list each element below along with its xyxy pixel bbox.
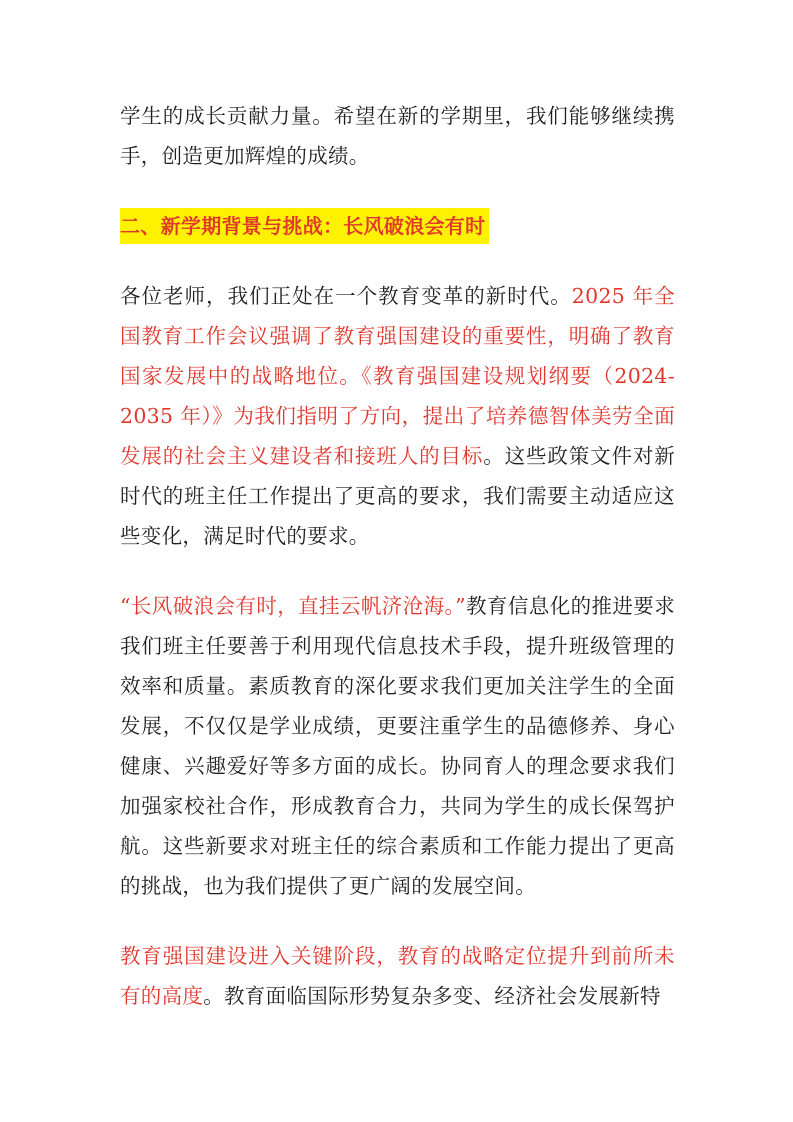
paragraph-background (120, 276, 675, 556)
paragraph-strategy (120, 936, 675, 1016)
emphasis-text: 2025 年全国教育工作会议强调了教育强国建设的重要性，明确了教育国家发展中的战略地位。《教育强国建设规划纲要（2024-2035 年）》为我们指明了方向，提出了培养德智体美劳全面发展的社会主义建设者和接班人的目标 (120, 284, 675, 468)
document-body (120, 96, 675, 1016)
paragraph-text: 各位老师，我们正处在一个教育变革的新时代。 (120, 284, 572, 308)
quote-text: “长风破浪会有时，直挂云帆济沧海。” (120, 594, 466, 618)
emphasis-text: 教育强国建设进入关键阶段，教育的战略定位提升到前所未有的高度 (120, 944, 675, 1008)
section-heading: 二、新学期背景与挑战：长风破浪会有时 (120, 208, 489, 244)
paragraph-challenges (120, 586, 675, 906)
paragraph-spacer (120, 556, 675, 586)
paragraph-text: 。教育面临国际形势复杂多变、经济社会发展新特 (203, 984, 661, 1008)
paragraph-closing (120, 96, 675, 176)
paragraph-text: 学生的成长贡献力量。希望在新的学期里，我们能够继续携手，创造更加辉煌的成绩。 (120, 104, 675, 168)
section-heading-wrapper (120, 206, 675, 246)
paragraph-spacer (120, 906, 675, 936)
paragraph-text: 。这些政策文件对新时代的班主任工作提出了更高的要求，我们需要主动适应这些变化，满足时代的要求。 (120, 444, 675, 548)
paragraph-text: 教育信息化的推进要求我们班主任要善于利用现代信息技术手段，提升班级管理的效率和质量。素质教育的深化要求我们更加关注学生的全面发展，不仅仅是学业成绩，更要注重学生的品德修养、身心健康、兴趣爱好等多方面的成长。协同育人的理念要求我们加强家校社合作，形成教育合力，共同为学生的成长保驾护航。这些新要求对班主任的综合素质和工作能力提出了更高的挑战，也为我们提供了更广阔的发展空间。 (120, 594, 676, 898)
paragraph-spacer (120, 176, 675, 206)
paragraph-spacer (120, 246, 675, 276)
